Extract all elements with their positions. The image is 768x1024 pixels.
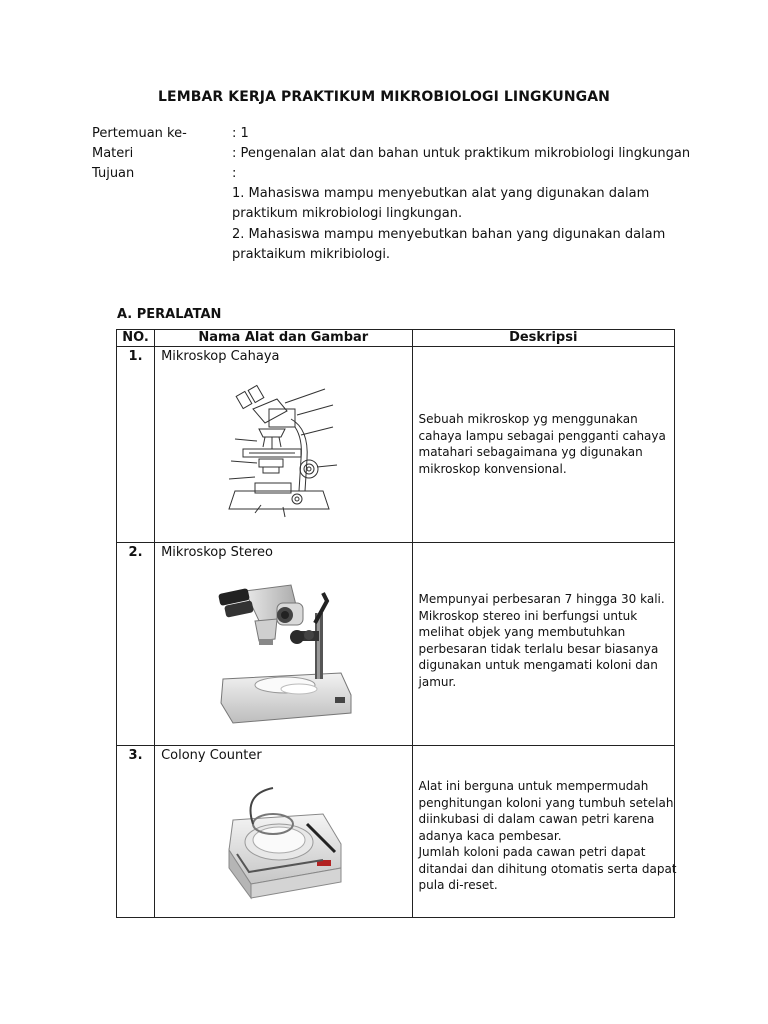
description-line: diinkubasi di dalam cawan petri karena [418,812,655,826]
row-description [418,778,677,894]
light-microscope-image [225,379,345,529]
goal-line: 2. Mahasiswa mampu menyebutkan bahan yang digunakan dalam [232,227,666,242]
table-row [117,347,675,543]
info-label-goal: Tujuan [92,166,135,181]
goal-line: praktaikum mikribiologi. [232,247,391,262]
section-heading: A. PERALATAN [117,307,222,322]
table-row [117,746,675,918]
goal-line: praktikum mikrobiologi lingkungan. [232,206,463,221]
description-line: Mempunyai perbesaran 7 hingga 30 kali. [418,592,665,606]
row-description-cell [412,746,677,918]
table-row [117,543,675,746]
description-line: Jumlah koloni pada cawan petri dapat [418,845,646,859]
row-name: Colony Counter [161,748,262,763]
description-line: jamur. [418,674,457,689]
colony-counter-image [223,784,347,900]
description-line: Sebuah mikroskop yg menggunakan [418,412,638,426]
description-line: matahari sebagaimana yg digunakan [418,445,643,459]
info-label-meeting: Pertemuan ke- [92,126,187,141]
info-value-meeting: : 1 [232,126,249,141]
row-number: 3. [117,746,155,918]
table-header-row [117,330,675,347]
description-line: Alat ini berguna untuk mempermudah [418,779,649,793]
page-title: LEMBAR KERJA PRAKTIKUM MIKROBIOLOGI LINGKUNGAN [158,89,610,105]
row-description [419,591,671,690]
header-description: Deskripsi [412,330,674,347]
row-name: Mikroskop Stereo [161,545,273,560]
description-line: melihat objek yang membutuhkan [418,625,626,639]
description-line: pula di-reset. [418,878,498,892]
row-name-cell [155,543,412,746]
info-value-goal: : [232,166,237,181]
header-no: NO. [117,330,155,347]
description-line: mikroskop konvensional. [418,461,567,476]
description-line: perbesaran tidak terlalu besar biasanya [418,641,659,656]
row-description-cell [412,543,674,746]
row-description-cell [412,347,674,543]
row-description [419,411,671,477]
description-line: Mikroskop stereo ini berfungsi untuk [418,608,638,623]
description-line: penghitungan koloni yang tumbuh setelah [418,795,674,810]
equipment-table [116,329,675,918]
description-line: digunakan untuk mengamati koloni dan [418,658,658,672]
info-value-material: : Pengenalan alat dan bahan untuk praktikum mikrobiologi lingkungan [232,146,691,161]
row-name-cell [155,746,412,918]
info-label-material: Materi [92,146,134,161]
description-line: adanya kaca pembesar. [418,828,562,843]
row-name: Mikroskop Cahaya [161,349,280,364]
description-line: cahaya lampu sebagai pengganti cahaya [418,428,666,443]
row-name-cell [155,347,412,543]
row-number: 2. [117,543,155,746]
goal-line: 1. Mahasiswa mampu menyebutkan alat yang digunakan dalam [232,186,650,201]
row-number: 1. [117,347,155,543]
header-name: Nama Alat dan Gambar [155,330,412,347]
description-line: ditandai dan dihitung otomatis serta dapat [418,861,677,876]
stereo-microscope-image [211,573,355,733]
